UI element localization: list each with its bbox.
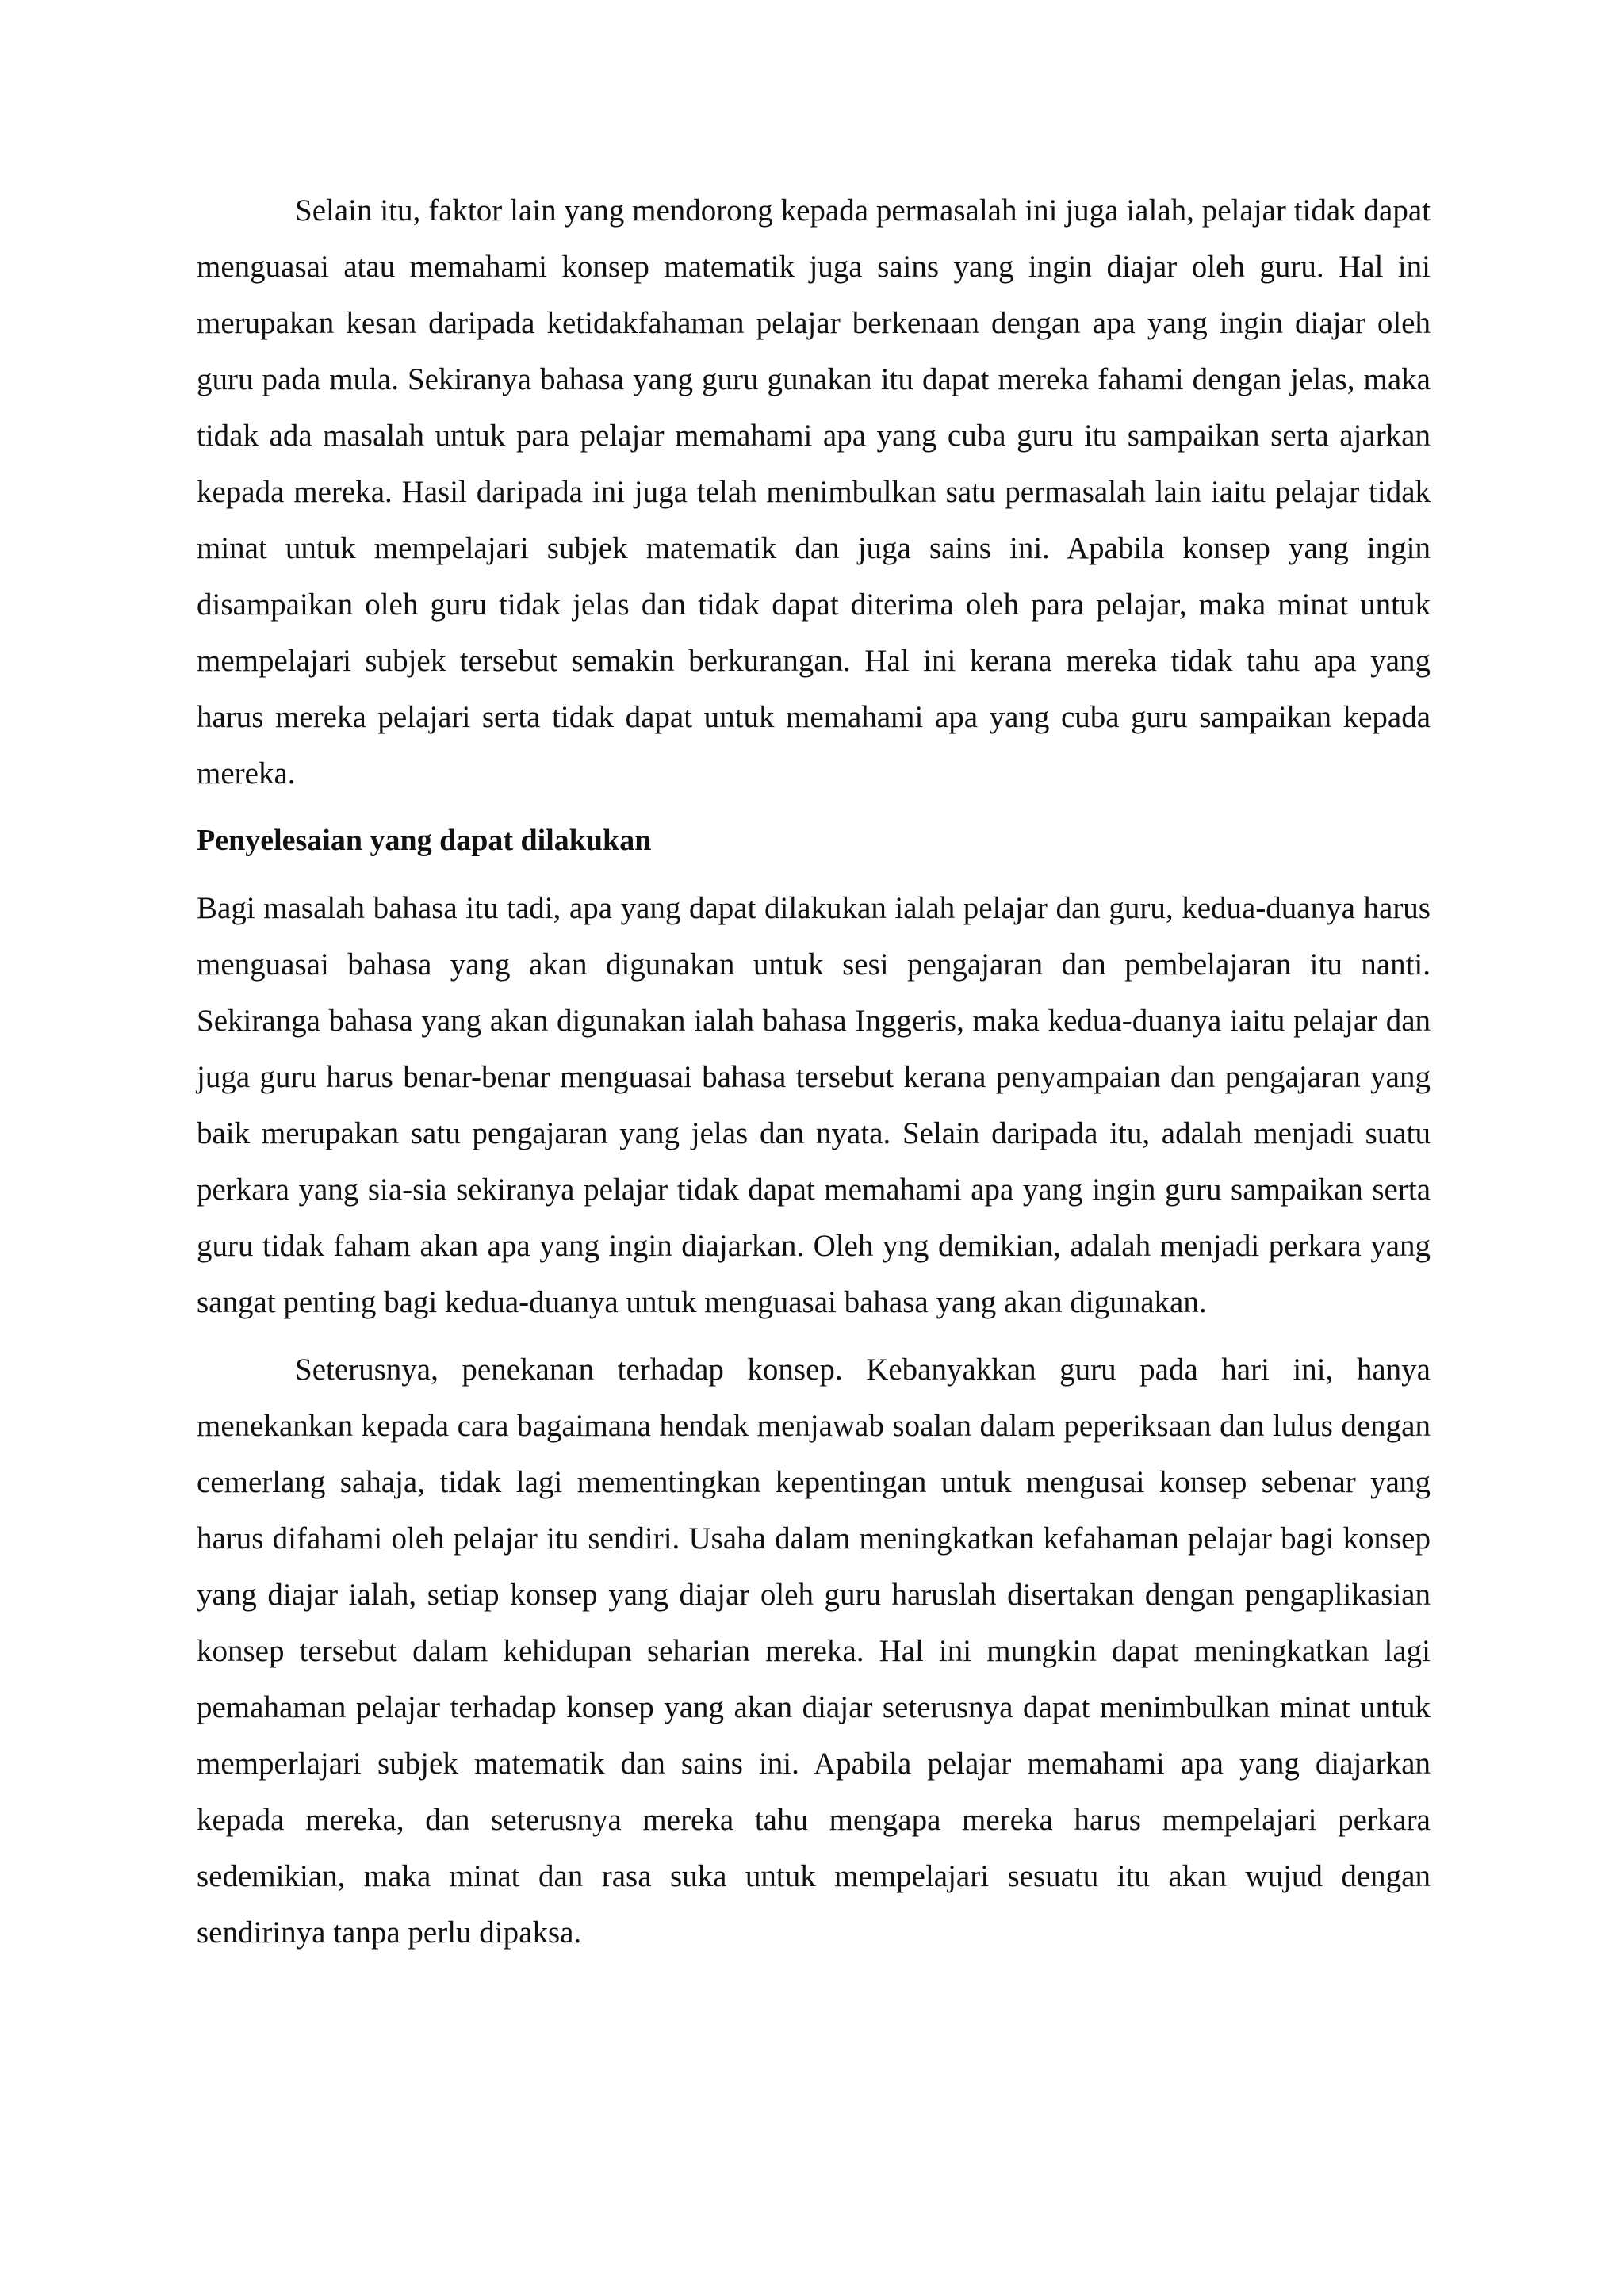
paragraph-2: Bagi masalah bahasa itu tadi, apa yang dapat dilakukan ialah pelajar dan guru, kedua-duanya harus menguasai bahasa yang akan digunakan untuk sesi pengajaran dan pembelajaran itu nanti. Sekiranga bahasa yang akan digunakan ialah bahasa Inggeris, maka kedua-duanya iaitu pelajar dan juga guru harus benar-benar menguasai bahasa tersebut kerana penyampaian dan pengajaran yang baik merupakan satu pengajaran yang jelas dan nyata. Selain daripada itu, adalah menjadi suatu perkara yang sia-sia sekiranya pelajar tidak dapat memahami apa yang ingin guru sampaikan serta guru tidak faham akan apa yang ingin diajarkan. Oleh yng demikian, adalah menjadi perkara yang sangat penting bagi kedua-duanya untuk menguasai bahasa yang akan digunakan. xyxy=(197,891,1431,1319)
document-body xyxy=(197,182,1431,1961)
paragraph-1: Selain itu, faktor lain yang mendorong kepada permasalah ini juga ialah, pelajar tidak dapat menguasai atau memahami konsep matematik juga sains yang ingin diajar oleh guru. Hal ini merupakan kesan daripada ketidakfahaman pelajar berkenaan dengan apa yang ingin diajar oleh guru pada mula. Sekiranya bahasa yang guru gunakan itu dapat mereka fahami dengan jelas, maka tidak ada masalah untuk para pelajar memahami apa yang cuba guru itu sampaikan serta ajarkan kepada mereka. Hasil daripada ini juga telah menimbulkan satu permasalah lain iaitu pelajar tidak minat untuk mempelajari subjek matematik dan juga sains ini. Apabila konsep yang ingin disampaikan oleh guru tidak jelas dan tidak dapat diterima oleh para pelajar, maka minat untuk mempelajari subjek tersebut semakin berkurangan. Hal ini kerana mereka tidak tahu apa yang harus mereka pelajari serta tidak dapat untuk memahami apa yang cuba guru sampaikan kepada mereka. xyxy=(197,193,1431,790)
paragraph-3: Seterusnya, penekanan terhadap konsep. Kebanyakkan guru pada hari ini, hanya menekankan kepada cara bagaimana hendak menjawab soalan dalam peperiksaan dan lulus dengan cemerlang sahaja, tidak lagi mementingkan kepentingan untuk mengusai konsep sebenar yang harus difahami oleh pelajar itu sendiri. Usaha dalam meningkatkan kefahaman pelajar bagi konsep yang diajar ialah, setiap konsep yang diajar oleh guru haruslah disertakan dengan pengaplikasian konsep tersebut dalam kehidupan seharian mereka. Hal ini mungkin dapat meningkatkan lagi pemahaman pelajar terhadap konsep yang akan diajar seterusnya dapat menimbulkan minat untuk memperlajari subjek matematik dan sains ini. Apabila pelajar memahami apa yang diajarkan kepada mereka, dan seterusnya mereka tahu mengapa mereka harus mempelajari perkara sedemikian, maka minat dan rasa suka untuk mempelajari sesuatu itu akan wujud dengan sendirinya tanpa perlu dipaksa. xyxy=(197,1353,1431,1950)
section-heading: Penyelesaian yang dapat dilakukan xyxy=(197,824,652,857)
